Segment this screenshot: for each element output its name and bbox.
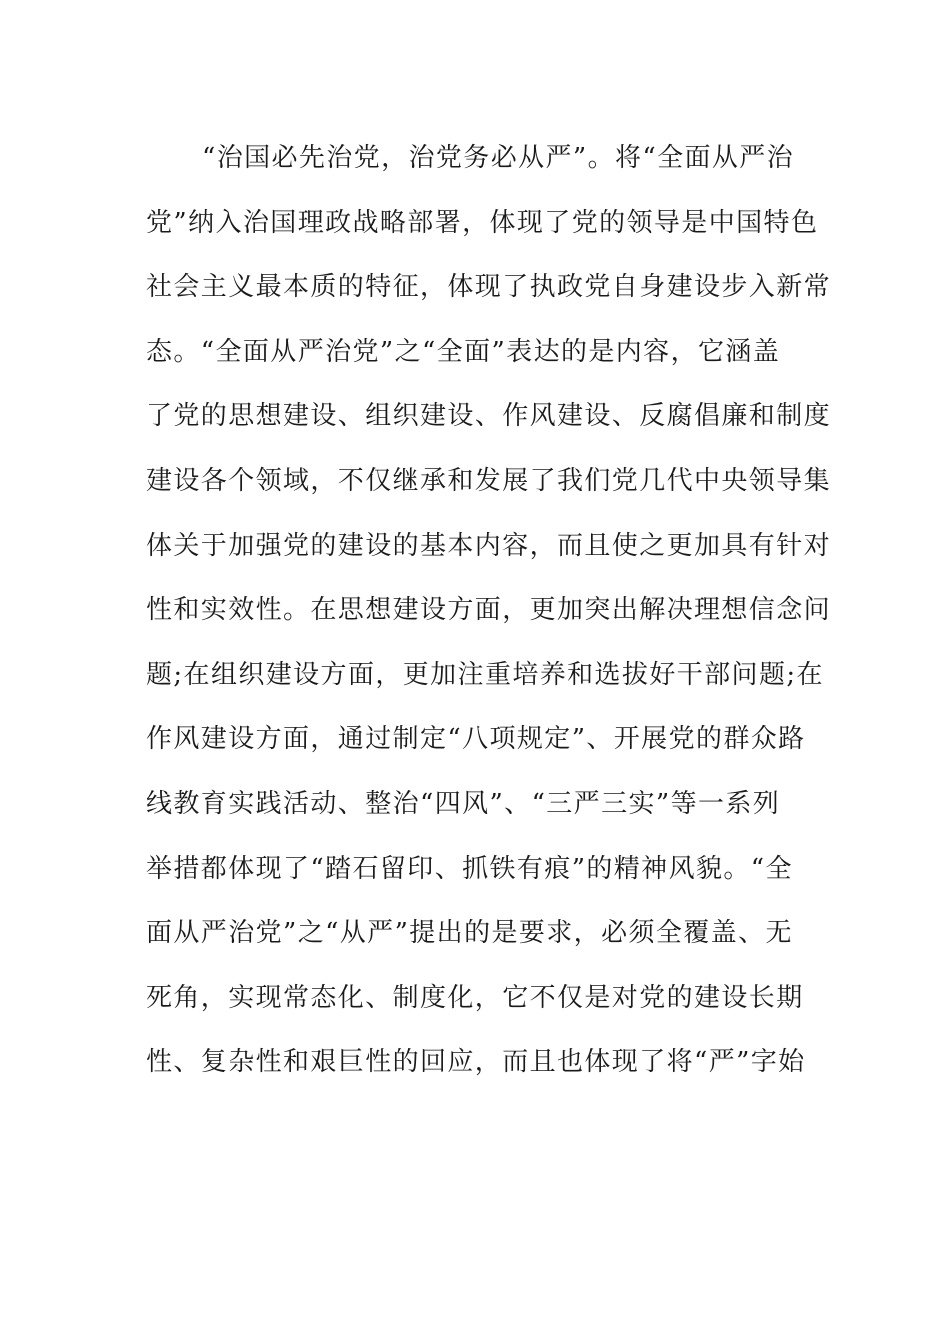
- paragraph-line: “治国必先治党，治党务必从严”。将“全面从严治: [202, 143, 795, 173]
- paragraph-line: 党”纳入治国理政战略部署，体现了党的领导是中国特色: [146, 207, 819, 238]
- paragraph-line: 了党的思想建设、组织建设、作风建设、反腐倡廉和制度: [146, 401, 832, 432]
- paragraph-line: 题;在组织建设方面，更加注重培养和选拔好干部问题;在: [146, 659, 824, 690]
- paragraph-line: 性、复杂性和艰巨性的回应，而且也体现了将“严”字始: [146, 1047, 806, 1078]
- body-paragraph: [146, 132, 832, 1101]
- paragraph-line: 性和实效性。在思想建设方面，更加突出解决理想信念问: [146, 595, 832, 626]
- paragraph-line: 线教育实践活动、整治“四风”、“三严三实”等一系列: [146, 788, 781, 819]
- paragraph-line: 体关于加强党的建设的基本内容，而且使之更加具有针对: [146, 530, 832, 561]
- paragraph-line: 社会主义最本质的特征，体现了执政党自身建设步入新常: [146, 272, 832, 303]
- paragraph-line: 作风建设方面，通过制定“八项规定”、开展党的群众路: [146, 724, 806, 755]
- paragraph-line: 死角，实现常态化、制度化，它不仅是对党的建设长期: [146, 982, 804, 1013]
- paragraph-line: 建设各个领域，不仅继承和发展了我们党几代中央领导集: [146, 465, 832, 496]
- paragraph-line: 态。“全面从严治党”之“全面”表达的是内容，它涵盖: [146, 336, 781, 367]
- paragraph-line: 举措都体现了“踏石留印、抓铁有痕”的精神风貌。“全: [146, 853, 793, 884]
- paragraph-line: 面从严治党”之“从严”提出的是要求，必须全覆盖、无: [146, 918, 793, 949]
